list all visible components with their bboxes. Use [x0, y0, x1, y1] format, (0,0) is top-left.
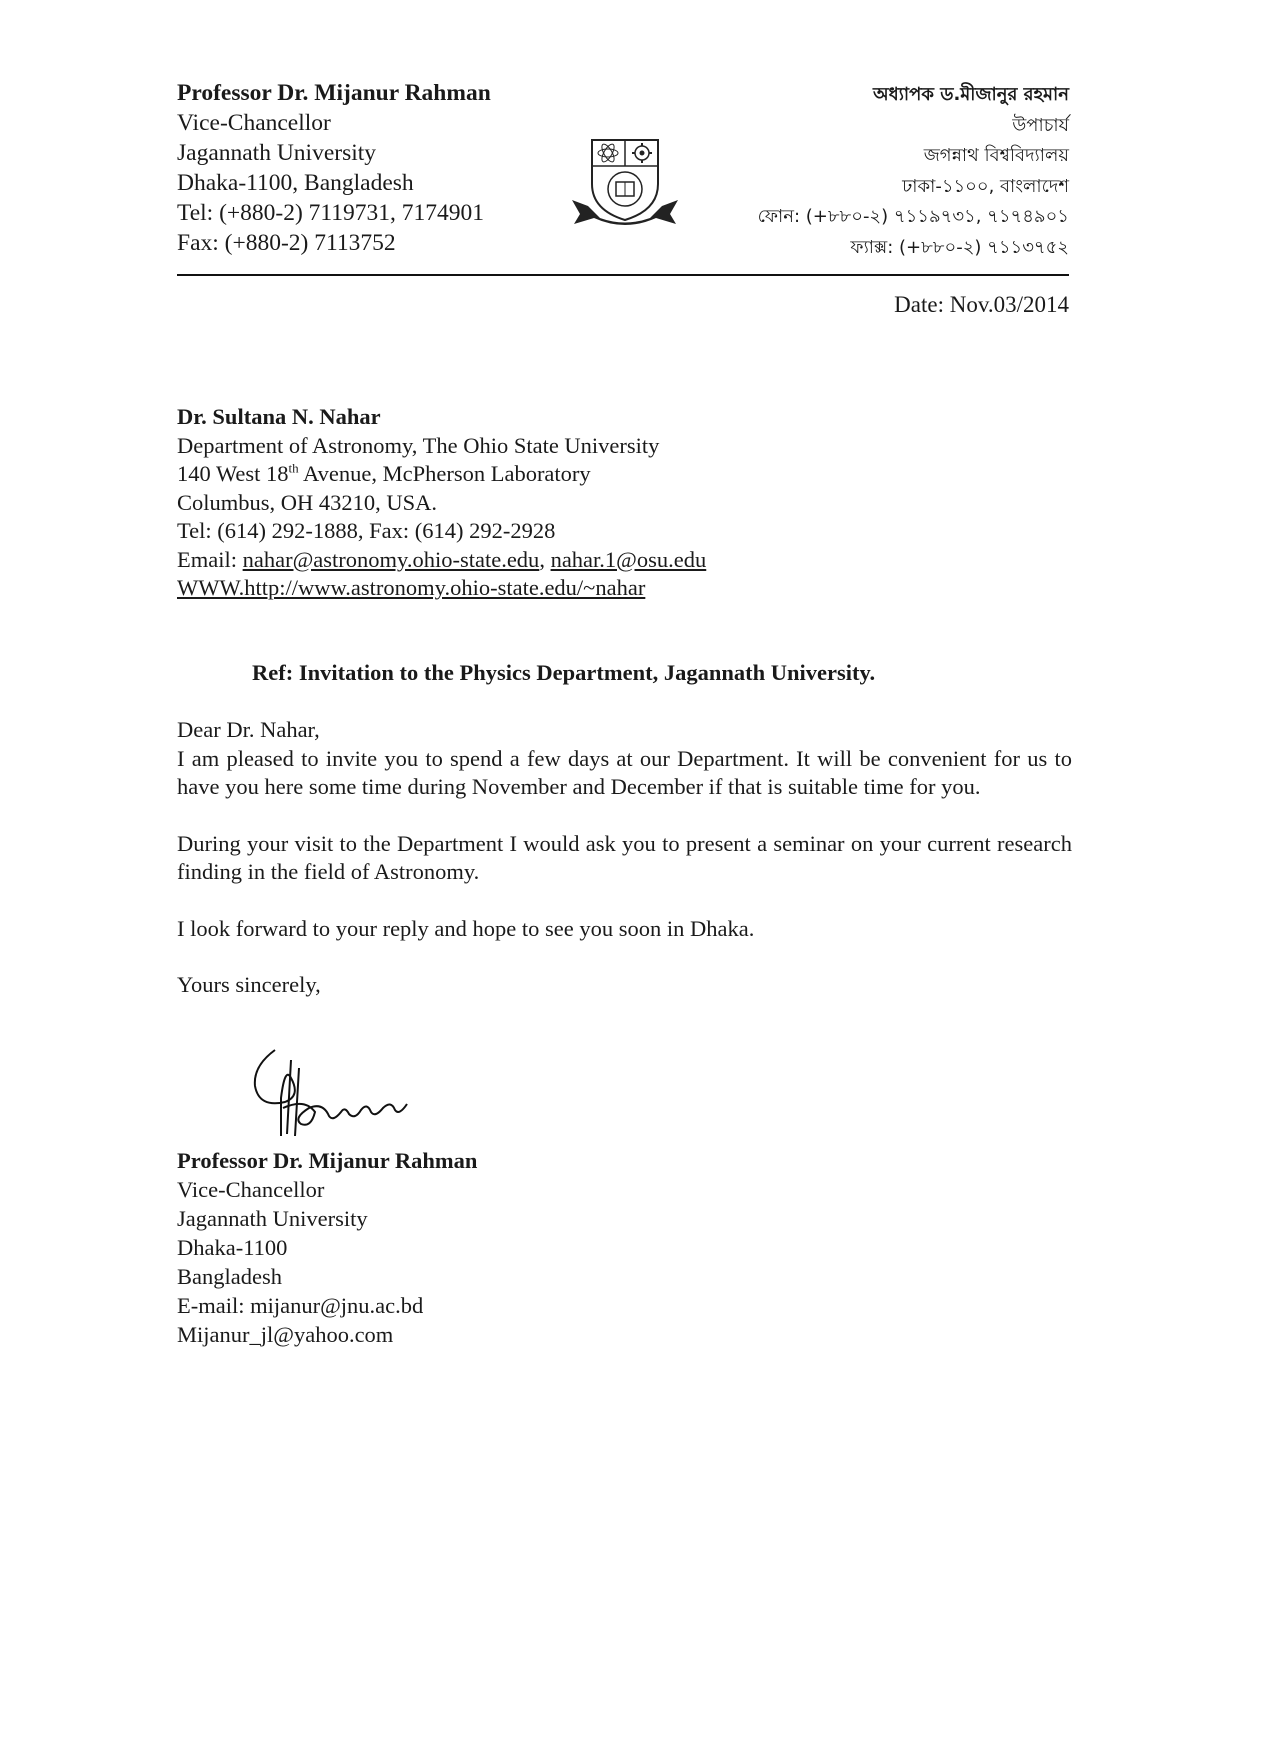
recipient-street — [177, 460, 706, 489]
letter-date: Date: Nov.03/2014 — [894, 292, 1069, 317]
paragraph-seminar: During your visit to the Department I would ask you to present a seminar on your current research finding in the field of Astronomy. — [177, 830, 1072, 884]
signatory-institution: Jagannath University — [177, 1206, 368, 1231]
signatory-name: Professor Dr. Mijanur Rahman — [177, 1148, 478, 1173]
recipient-city: Columbus, OH 43210, USA. — [177, 489, 438, 515]
sender-tel: Tel: (+880-2) 7119731, 7174901 — [177, 200, 485, 226]
email-label: Email: — [177, 546, 243, 572]
signatory-city: Dhaka-1100 — [177, 1235, 288, 1260]
street-ordinal: th — [288, 460, 299, 476]
paragraph-closing: I look forward to your reply and hope to see you soon in Dhaka. — [177, 915, 755, 941]
email-link-1[interactable]: nahar@astronomy.ohio-state.edu — [242, 546, 540, 572]
signature-block — [177, 1146, 477, 1349]
sender-institution: Jagannath University — [177, 140, 377, 166]
recipient-name: Dr. Sultana N. Nahar — [177, 404, 381, 429]
paragraph-invitation: I am pleased to invite you to spend a few days at our Department. It will be convenient for us to have you here some time during November and December if that is suitable time for you. — [177, 745, 1072, 799]
recipient-address — [177, 403, 706, 603]
sender-fax-bengali: ফ্যাক্স: (+৮৮০-২) ৭১১৩৭৫২ — [850, 236, 1069, 258]
header-divider — [177, 274, 1069, 276]
email-link-2[interactable]: nahar.1@osu.edu — [550, 546, 707, 572]
sender-city-bengali: ঢাকা-১১০০, বাংলাদেশ — [902, 175, 1069, 197]
sender-name-bengali: অধ্যাপক ড.মীজানুর রহমান — [873, 84, 1069, 105]
signatory-title: Vice-Chancellor — [177, 1177, 325, 1202]
handwritten-signature — [245, 1038, 445, 1148]
street-prefix: 140 West 18 — [177, 461, 289, 486]
letterhead-left — [177, 78, 491, 258]
recipient-email-line — [177, 546, 706, 575]
sender-title-bengali: উপাচার্য — [1012, 114, 1069, 136]
reference-line: Ref: Invitation to the Physics Department, Jagannath University. — [252, 660, 876, 685]
street-suffix: Avenue, McPherson Laboratory — [298, 461, 591, 486]
sender-title: Vice-Chancellor — [177, 110, 331, 136]
email-separator: , — [539, 546, 551, 572]
signatory-email-1: E-mail: mijanur@jnu.ac.bd — [177, 1293, 424, 1318]
sender-city: Dhaka-1100, Bangladesh — [177, 170, 414, 196]
sender-fax: Fax: (+880-2) 7113752 — [177, 230, 396, 256]
signatory-country: Bangladesh — [177, 1264, 282, 1289]
recipient-department: Department of Astronomy, The Ohio State University — [177, 432, 660, 458]
sender-institution-bengali: জগন্নাথ বিশ্ববিদ্যালয় — [923, 145, 1069, 166]
salutation: Dear Dr. Nahar, — [177, 717, 320, 742]
signatory-email-2: Mijanur_jl@yahoo.com — [177, 1322, 394, 1347]
letterhead-right — [758, 80, 1069, 263]
university-logo — [570, 132, 680, 232]
letter-body — [177, 716, 1072, 1000]
sender-name: Professor Dr. Mijanur Rahman — [177, 80, 491, 106]
recipient-phone: Tel: (614) 292-1888, Fax: (614) 292-2928 — [177, 518, 556, 543]
closing-phrase: Yours sincerely, — [177, 972, 321, 997]
website-link[interactable]: WWW.http://www.astronomy.ohio-state.edu/~nahar — [177, 575, 646, 600]
sender-tel-bengali: ফোন: (+৮৮০-২) ৭১১৯৭৩১, ৭১৭৪৯০১ — [757, 206, 1069, 227]
